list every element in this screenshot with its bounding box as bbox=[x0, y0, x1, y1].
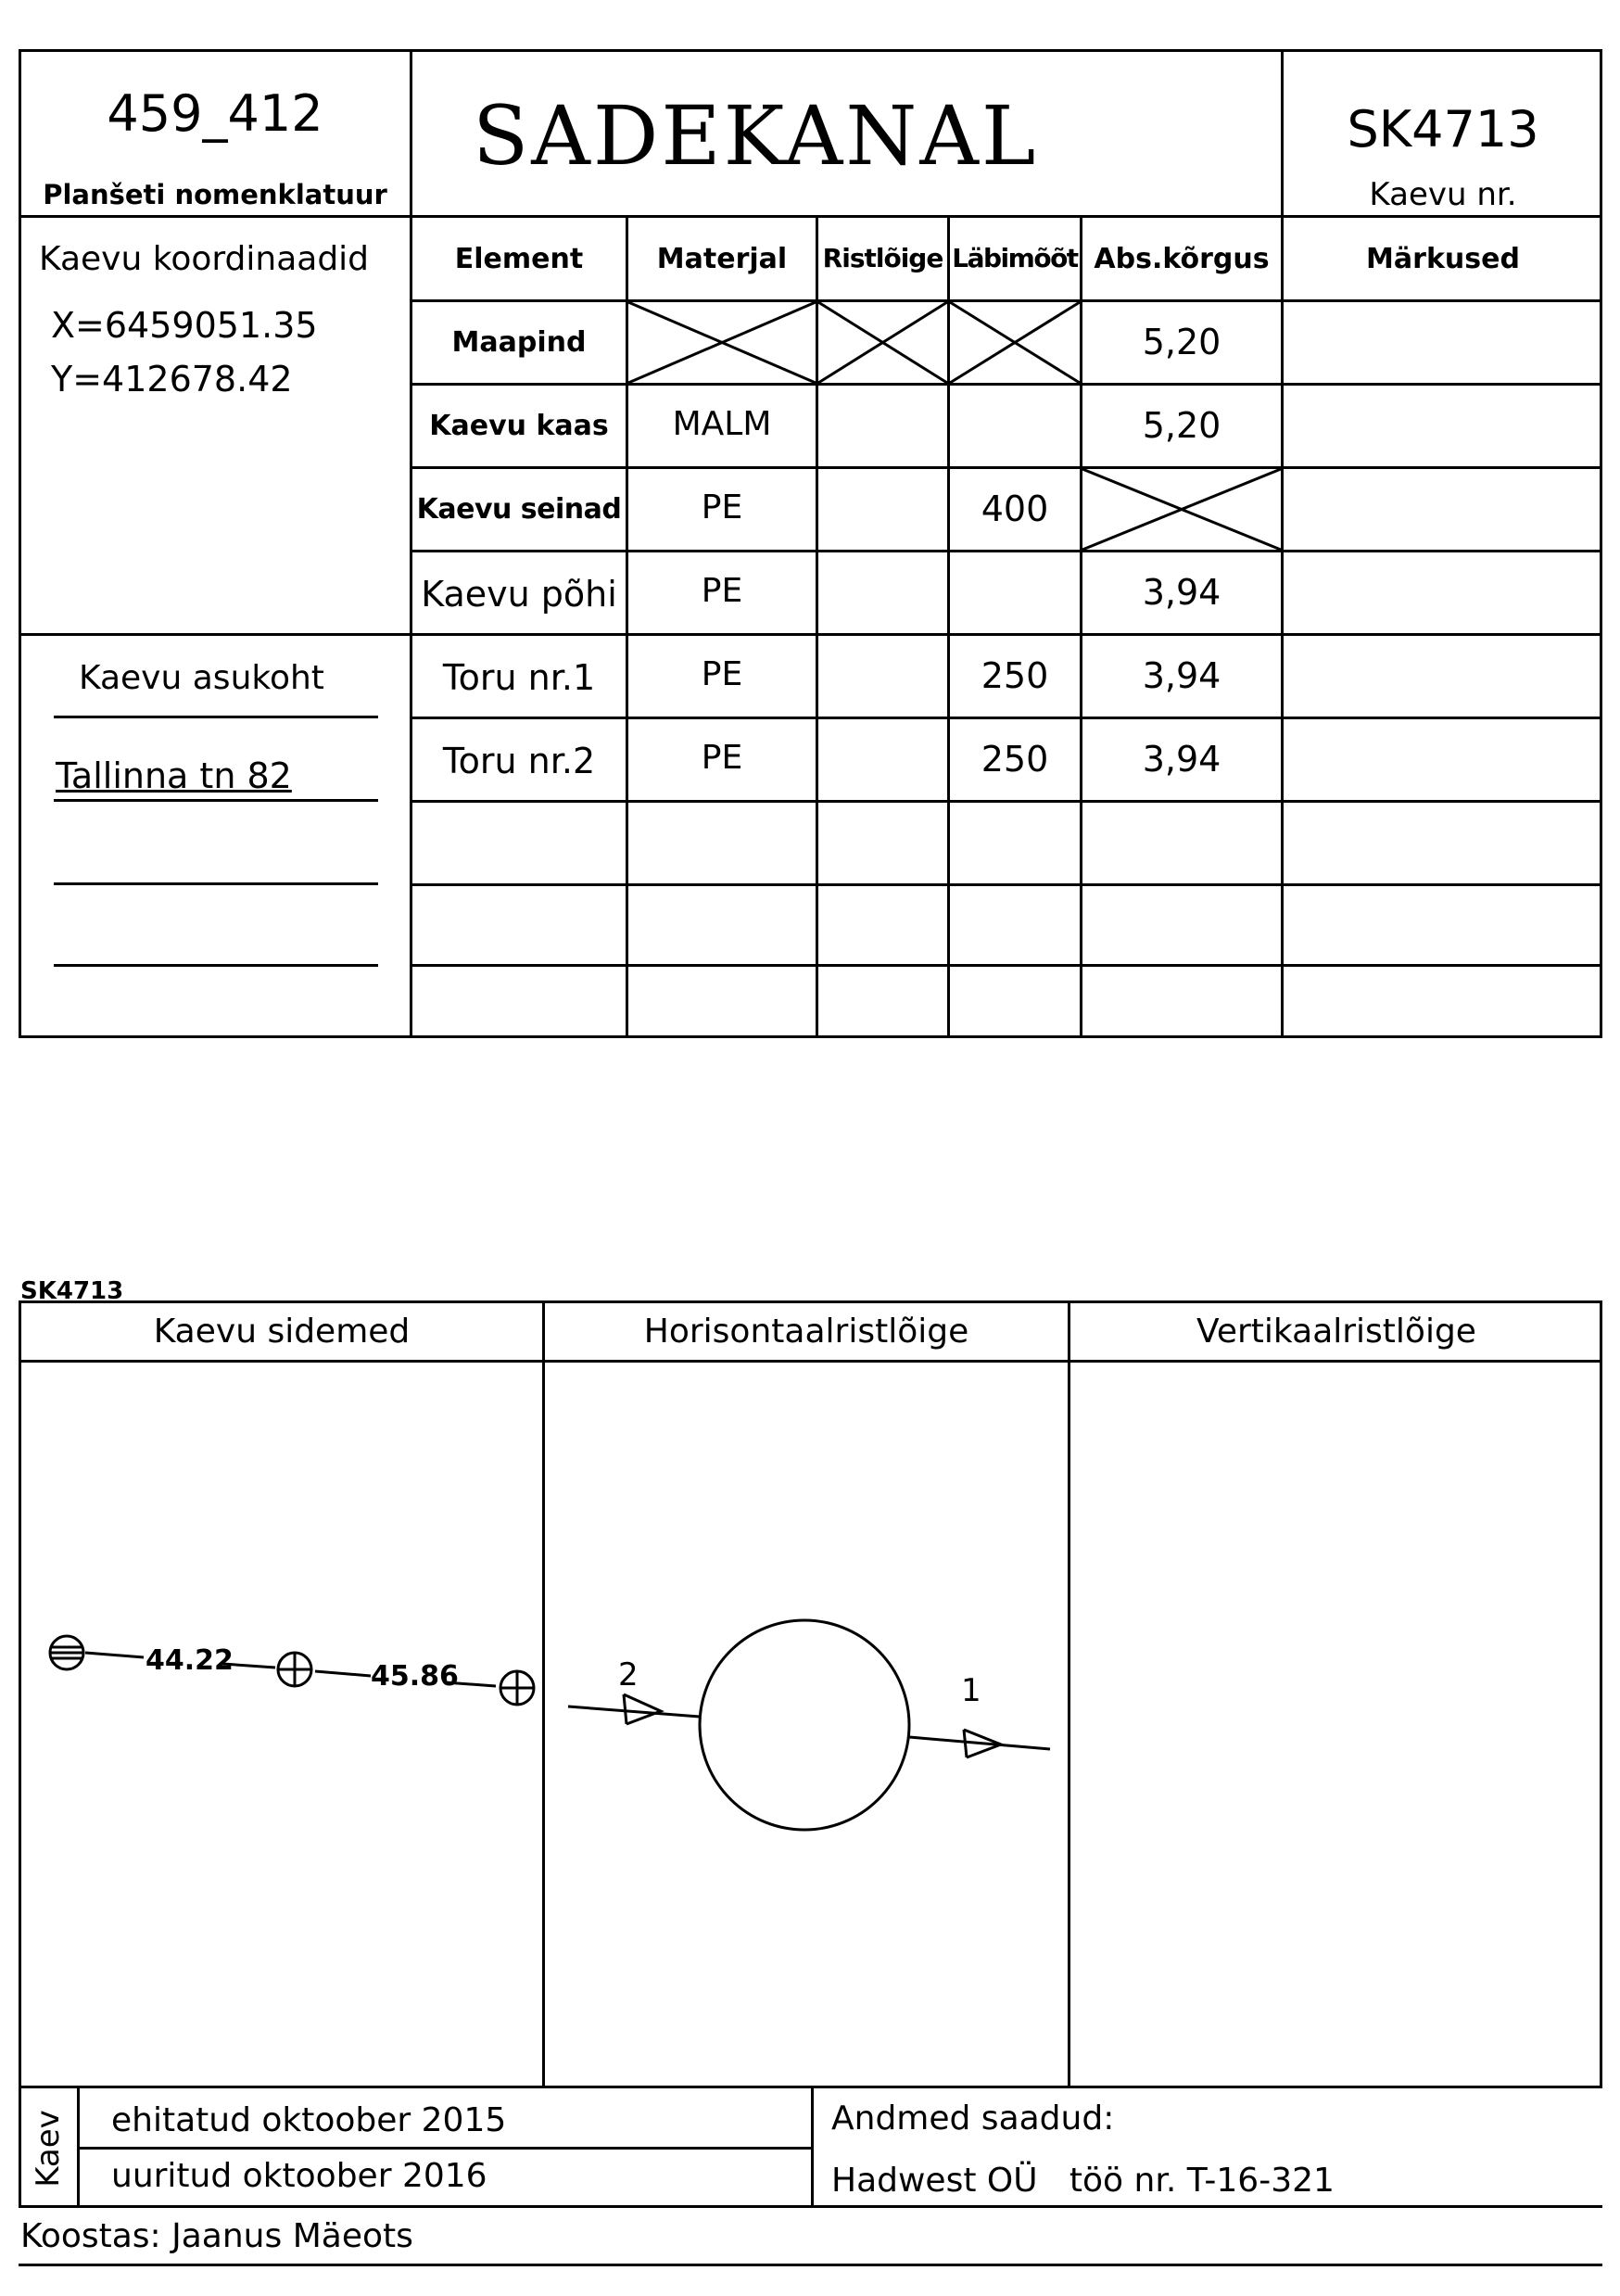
location-label: Kaevu asukoht bbox=[79, 659, 324, 697]
cross-marks bbox=[0, 0, 1620, 1057]
lower-header-line bbox=[19, 1360, 1602, 1363]
col-header-labimoot: Läbimõõt bbox=[952, 243, 1078, 273]
table-cell-element: Toru nr.2 bbox=[442, 741, 596, 781]
section-title-vertikaal: Vertikaalristlõige bbox=[1196, 1313, 1476, 1351]
coordinate-x: X=6459051.35 bbox=[51, 305, 318, 346]
well-number-label: Kaevu nr. bbox=[1369, 176, 1517, 213]
table-cell-materjal: PE bbox=[701, 655, 743, 693]
page-title: SADEKANAL bbox=[473, 88, 1039, 184]
plansheet-number: 459_412 bbox=[107, 84, 323, 143]
table-cell-abs: 3,94 bbox=[1142, 572, 1221, 613]
col-header-element: Element bbox=[454, 243, 584, 275]
table-cell-materjal: PE bbox=[701, 739, 743, 777]
col-header-ristloige: Ristlõige bbox=[822, 243, 943, 273]
col-header-markused: Märkused bbox=[1366, 243, 1520, 275]
footer-side-label: Kaev bbox=[30, 2110, 67, 2188]
footer-mid-line bbox=[77, 2147, 814, 2150]
pipe-label-1: 1 bbox=[961, 1672, 981, 1709]
plansheet-label: Planšeti nomenklatuur bbox=[43, 179, 387, 210]
table-cell-element: Kaevu kaas bbox=[429, 410, 609, 442]
table-cell-labimoot: 400 bbox=[981, 488, 1049, 529]
table-cell-element: Toru nr.1 bbox=[442, 657, 596, 698]
pipe-label-2: 2 bbox=[618, 1656, 639, 1693]
table-cell-element: Maapind bbox=[451, 326, 587, 359]
footer-inspected: uuritud oktoober 2016 bbox=[111, 2157, 487, 2195]
well-card-form bbox=[0, 0, 1620, 1057]
distance-label-2: 45.86 bbox=[371, 1660, 459, 1693]
footer-author: Koostas: Jaanus Mäeots bbox=[20, 2217, 413, 2255]
table-cell-materjal: PE bbox=[701, 572, 743, 610]
section-title-kaevu-sidemed: Kaevu sidemed bbox=[153, 1313, 411, 1351]
pipe-2-arrow bbox=[624, 1694, 661, 1724]
coordinates-label: Kaevu koordinaadid bbox=[39, 240, 370, 278]
table-cell-element: Kaevu seinad bbox=[416, 493, 622, 526]
table-cell-materjal: PE bbox=[701, 488, 743, 526]
page-bottom-line bbox=[19, 2264, 1602, 2266]
col-header-materjal: Materjal bbox=[656, 243, 788, 275]
table-cell-abs: 5,20 bbox=[1142, 405, 1221, 446]
section-title-horisontaal: Horisontaalristlõige bbox=[643, 1313, 969, 1351]
footer-bottom-line bbox=[19, 2205, 1602, 2208]
table-cell-materjal: MALM bbox=[672, 405, 772, 443]
pipe-2-line bbox=[568, 1706, 700, 1717]
footer-left-border bbox=[19, 2088, 21, 2207]
well-number: SK4713 bbox=[1347, 100, 1539, 159]
table-cell-element: Kaevu põhi bbox=[421, 574, 617, 615]
table-cell-abs: 3,94 bbox=[1142, 739, 1221, 780]
pipe-1-line bbox=[909, 1737, 1050, 1749]
table-cell-labimoot: 250 bbox=[981, 655, 1049, 696]
location-address: Tallinna tn 82 bbox=[56, 755, 292, 796]
col-header-abs: Abs.kõrgus bbox=[1094, 243, 1270, 275]
table-cell-abs: 5,20 bbox=[1142, 322, 1221, 362]
footer-built: ehitatud oktoober 2015 bbox=[111, 2101, 507, 2139]
footer-data-source: Hadwest OÜ töö nr. T-16-321 bbox=[831, 2162, 1335, 2200]
footer-data-label: Andmed saadud: bbox=[831, 2099, 1115, 2137]
well-circle bbox=[700, 1620, 909, 1830]
distance-label-1: 44.22 bbox=[146, 1644, 234, 1677]
lower-well-tag: SK4713 bbox=[20, 1277, 124, 1305]
table-cell-labimoot: 250 bbox=[981, 739, 1049, 780]
horizontal-section-diagram bbox=[545, 1576, 1068, 1872]
table-cell-abs: 3,94 bbox=[1142, 655, 1221, 696]
coordinate-y: Y=412678.42 bbox=[51, 359, 293, 400]
